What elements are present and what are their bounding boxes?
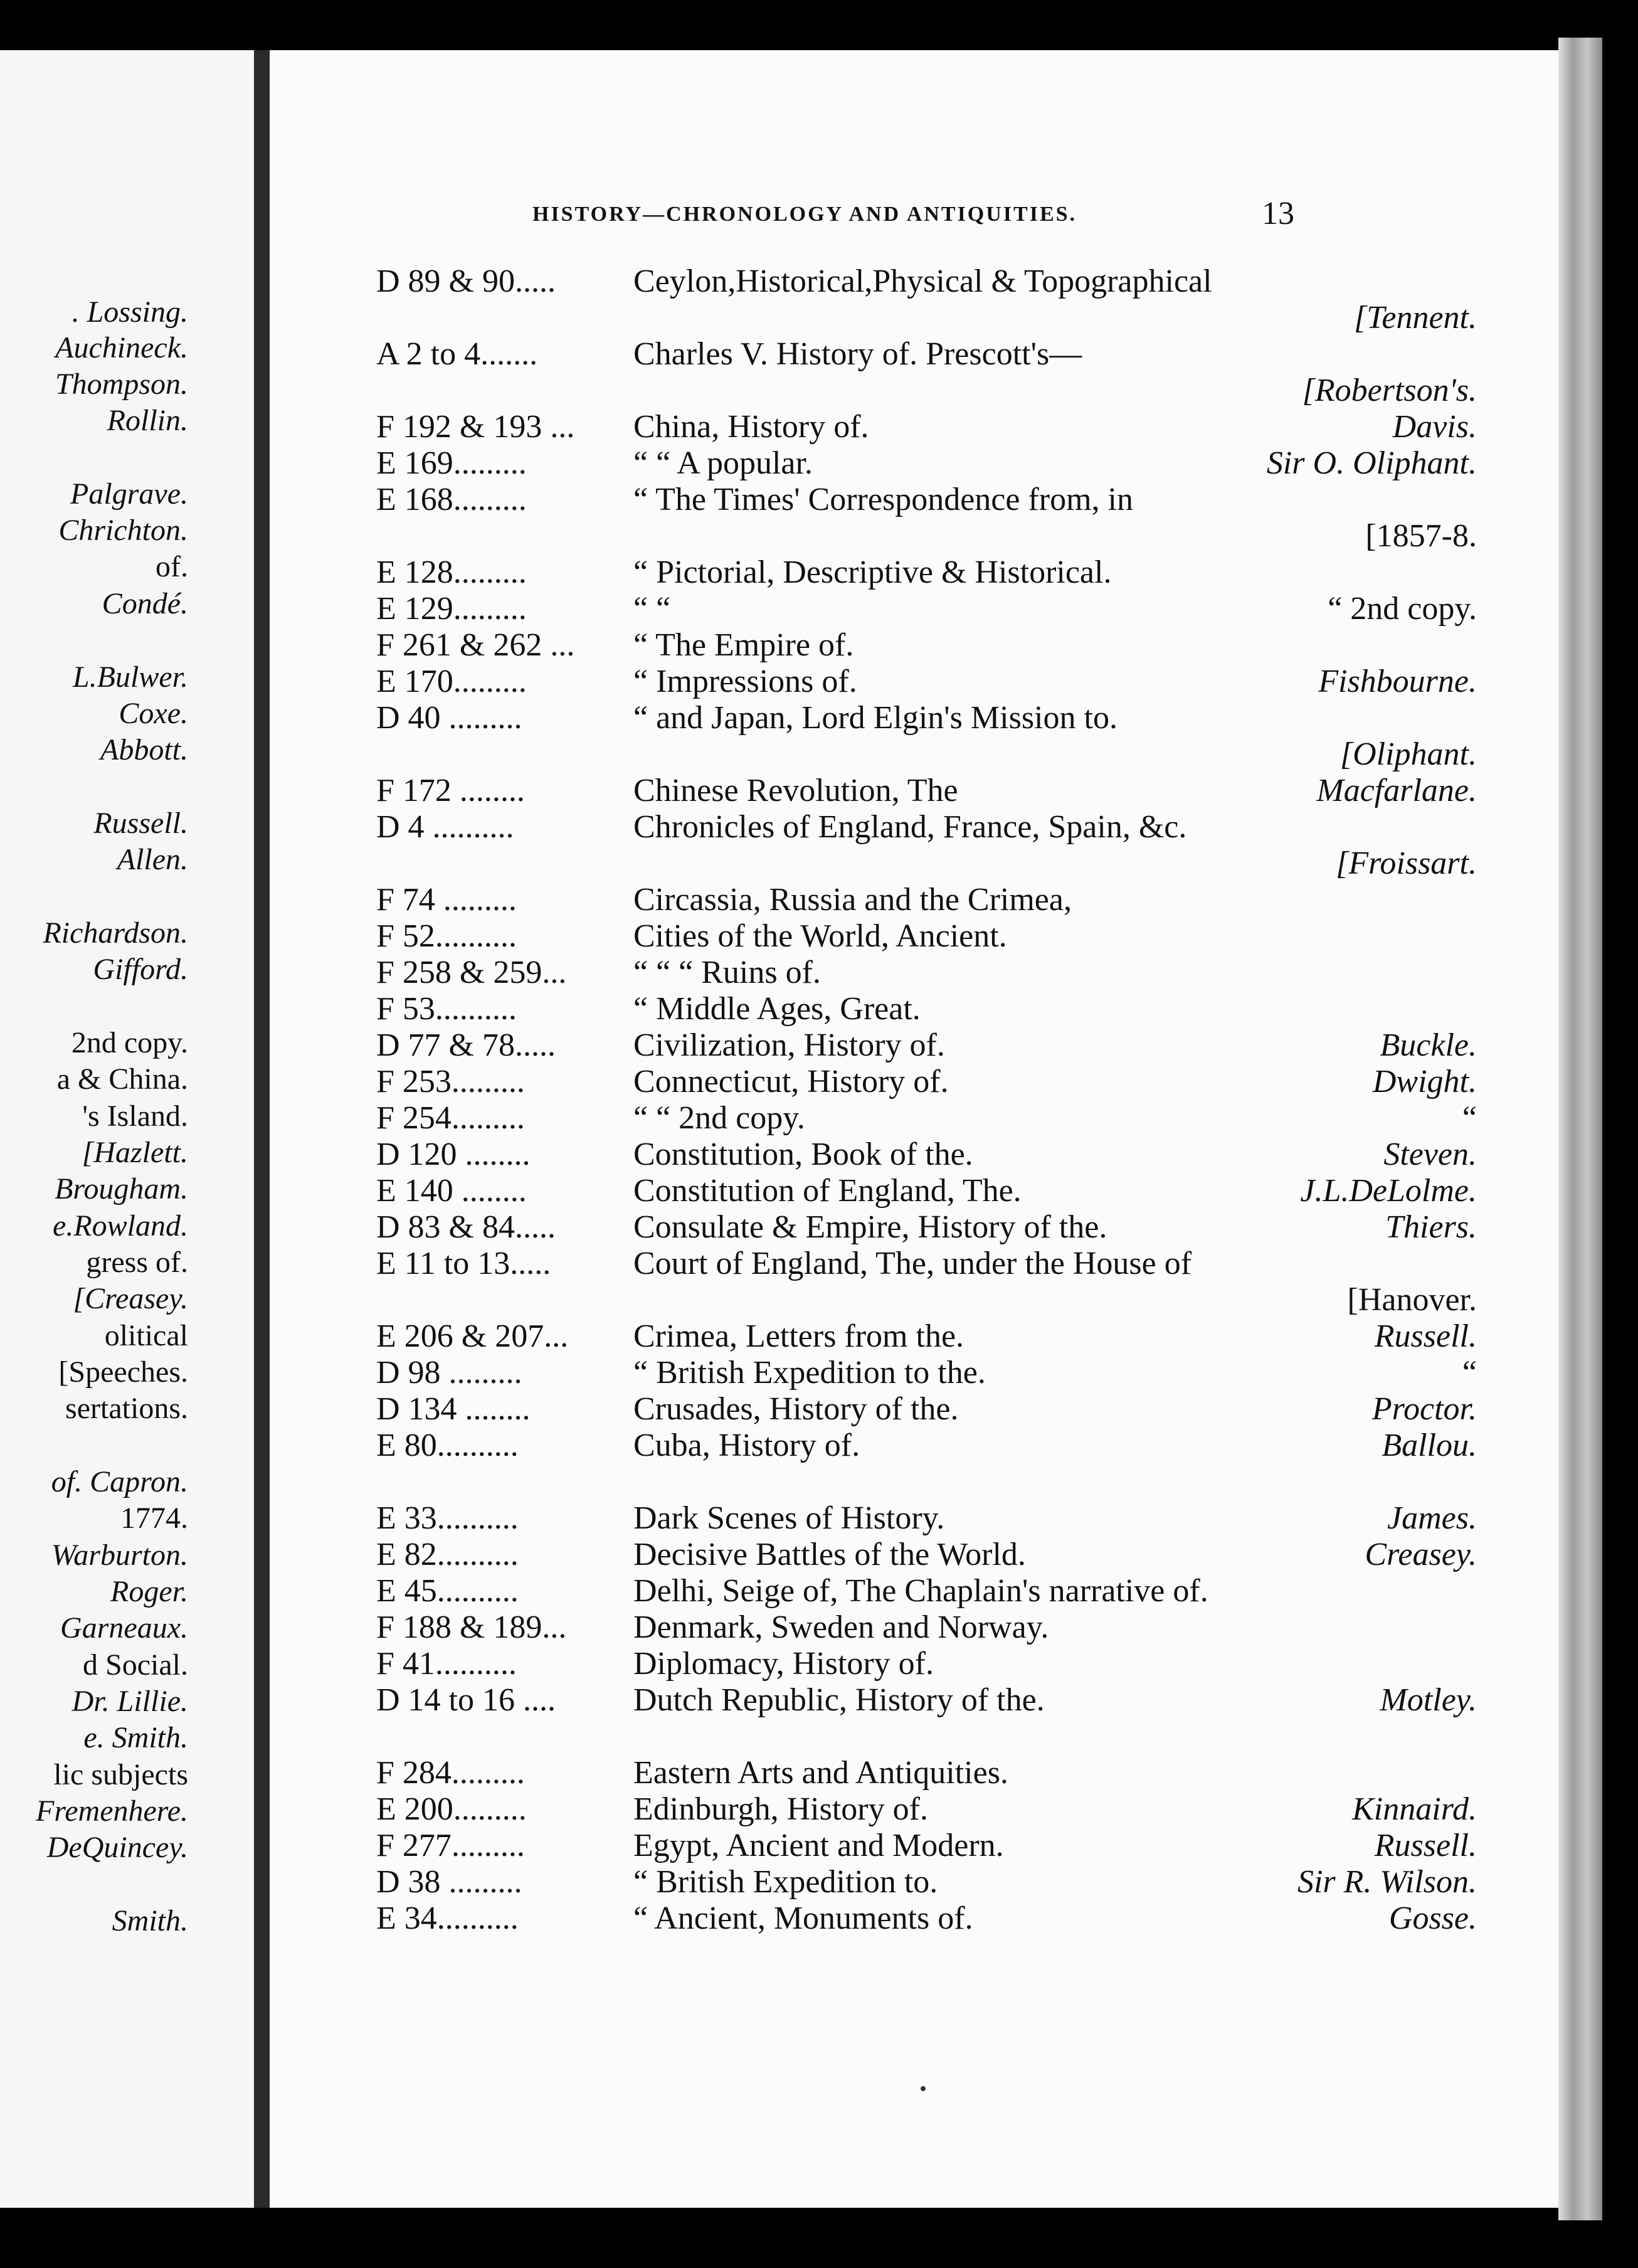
shelf-mark: D 98 ......... xyxy=(376,1355,522,1391)
catalog-entry xyxy=(270,409,1558,445)
left-page-fragment: [Hazlett. xyxy=(82,1136,188,1169)
catalog-entry xyxy=(270,991,1558,1027)
shelf-mark: E 128......... xyxy=(376,554,527,590)
entry-title: “ “ 2nd copy. xyxy=(633,1100,805,1136)
entry-author: “ xyxy=(1462,1100,1477,1136)
shelf-mark: E 45.......... xyxy=(376,1573,519,1609)
left-page-fragment: e.Rowland. xyxy=(53,1209,188,1243)
catalog-entry xyxy=(270,1355,1558,1391)
catalog-entry xyxy=(270,336,1558,373)
shelf-mark: E 206 & 207... xyxy=(376,1318,569,1354)
shelf-mark: D 120 ........ xyxy=(376,1137,531,1172)
catalog-entry xyxy=(270,1609,1558,1646)
left-page-fragment: Dr. Lillie. xyxy=(71,1685,188,1718)
shelf-mark: E 80.......... xyxy=(376,1428,519,1463)
left-page-fragment: olitical xyxy=(104,1319,188,1352)
shelf-mark: F 172 ........ xyxy=(376,773,525,808)
entry-title: Circassia, Russia and the Crimea, xyxy=(633,882,1072,918)
entry-title: Civilization, History of. xyxy=(633,1027,945,1063)
catalog-entry xyxy=(270,1027,1558,1064)
left-page-fragment: L.Bulwer. xyxy=(72,660,188,694)
entry-title: Consulate & Empire, History of the. xyxy=(633,1209,1107,1245)
running-head: HISTORY—CHRONOLOGY AND ANTIQUITIES. xyxy=(532,203,1077,226)
catalog-entry xyxy=(270,1864,1558,1900)
left-page-fragment: Warburton. xyxy=(51,1539,188,1572)
left-page-fragment: Abbott. xyxy=(100,733,188,766)
catalog-entry xyxy=(270,1646,1558,1682)
shelf-mark: A 2 to 4....... xyxy=(376,336,538,372)
entry-title: Dutch Republic, History of the. xyxy=(633,1682,1045,1718)
shelf-mark: E 169......... xyxy=(376,445,527,481)
catalog-entry xyxy=(270,700,1558,736)
catalog-entry xyxy=(270,482,1558,518)
shelf-mark: F 277......... xyxy=(376,1828,525,1863)
entry-title: “ Ancient, Monuments of. xyxy=(633,1900,973,1936)
shelf-mark: F 258 & 259... xyxy=(376,955,567,990)
entry-title: Decisive Battles of the World. xyxy=(633,1537,1026,1572)
entry-title: Charles V. History of. Prescott's— xyxy=(633,336,1082,372)
entry-title: China, History of. xyxy=(633,409,869,445)
shelf-mark: D 89 & 90..... xyxy=(376,263,556,299)
catalog-entry xyxy=(270,1900,1558,1937)
left-page-fragment: Auchineck. xyxy=(55,331,188,364)
entry-author: Proctor. xyxy=(1371,1391,1477,1427)
entry-title: Crimea, Letters from the. xyxy=(633,1318,964,1354)
entry-title: “ Middle Ages, Great. xyxy=(633,991,921,1027)
catalog-entry xyxy=(270,1428,1558,1464)
shelf-mark: E 11 to 13..... xyxy=(376,1246,551,1281)
entry-author: “ 2nd copy. xyxy=(1328,591,1477,627)
catalog-entry xyxy=(270,1755,1558,1791)
entry-continuation: [Tennent. xyxy=(1354,300,1477,336)
left-page-fragment: DeQuincey. xyxy=(46,1831,188,1864)
shelf-mark: E 168......... xyxy=(376,482,527,517)
catalog-entry xyxy=(270,955,1558,991)
entry-author: Fishbourne. xyxy=(1318,664,1477,699)
shelf-mark: D 83 & 84..... xyxy=(376,1209,556,1245)
shelf-mark: D 77 & 78..... xyxy=(376,1027,556,1063)
catalog-entry xyxy=(270,1500,1558,1537)
left-page-fragment: of. xyxy=(156,550,188,583)
page-number: 13 xyxy=(1262,196,1294,231)
left-page-fragment: Allen. xyxy=(117,843,188,876)
entry-title: “ British Expedition to the. xyxy=(633,1355,986,1391)
entry-author: Macfarlane. xyxy=(1316,773,1477,808)
entry-continuation: [1857-8. xyxy=(1365,518,1477,554)
entry-author: Sir O. Oliphant. xyxy=(1266,445,1477,481)
left-page-fragment: a & China. xyxy=(56,1062,188,1096)
entry-title: Constitution of England, The. xyxy=(633,1173,1022,1209)
shelf-mark: D 38 ......... xyxy=(376,1864,522,1900)
entry-continuation: [Robertson's. xyxy=(1302,373,1477,408)
catalog-entry xyxy=(270,1246,1558,1282)
shelf-mark: F 192 & 193 ... xyxy=(376,409,575,445)
entry-author: Kinnaird. xyxy=(1352,1791,1477,1827)
entry-continuation: [Froissart. xyxy=(1336,845,1477,881)
entry-author: Thiers. xyxy=(1385,1209,1477,1245)
catalog-entry xyxy=(270,1064,1558,1100)
entry-title: “ “ xyxy=(633,591,671,627)
entry-title: Chinese Revolution, The xyxy=(633,773,958,808)
left-page-fragments xyxy=(0,50,188,2208)
catalog-entry xyxy=(270,1173,1558,1209)
left-page-fragment: Smith. xyxy=(112,1904,188,1937)
page-header xyxy=(270,196,1558,240)
catalog-entry xyxy=(270,1209,1558,1246)
left-page-fragment: Russell. xyxy=(93,807,188,840)
page-edge xyxy=(1558,38,1602,2220)
catalog-entry xyxy=(270,554,1558,591)
shelf-mark: F 254......... xyxy=(376,1100,525,1136)
left-page-fragment: Coxe. xyxy=(119,697,188,730)
catalog-entry xyxy=(270,1318,1558,1355)
left-page-fragment: . Lossing. xyxy=(71,295,188,329)
left-page-fragment: Brougham. xyxy=(55,1172,188,1206)
entry-title: Edinburgh, History of. xyxy=(633,1791,928,1827)
entry-author: Davis. xyxy=(1392,409,1477,445)
left-page-fragment: sertations. xyxy=(65,1392,188,1425)
left-page-fragment: Thompson. xyxy=(55,368,188,401)
entry-continuation: [Oliphant. xyxy=(1339,736,1477,772)
entry-title: Diplomacy, History of. xyxy=(633,1646,934,1682)
shelf-mark: E 33.......... xyxy=(376,1500,519,1536)
right-page xyxy=(270,50,1558,2208)
left-page-fragment: 2nd copy. xyxy=(71,1026,188,1059)
entry-title: Eastern Arts and Antiquities. xyxy=(633,1755,1008,1791)
entry-author: Gosse. xyxy=(1388,1900,1477,1936)
entry-title: Cuba, History of. xyxy=(633,1428,860,1463)
left-page-fragment: 's Island. xyxy=(82,1100,188,1133)
entry-author: Steven. xyxy=(1383,1137,1477,1172)
catalog-entry xyxy=(270,445,1558,482)
shelf-mark: F 53.......... xyxy=(376,991,517,1027)
shelf-mark: F 74 ......... xyxy=(376,882,517,918)
catalog-entry xyxy=(270,1791,1558,1828)
left-page-fragment: lic subjects xyxy=(53,1758,188,1791)
book-gutter xyxy=(254,50,270,2208)
catalog-entry xyxy=(270,882,1558,918)
entry-author: Sir R. Wilson. xyxy=(1297,1864,1477,1900)
left-page-fragment: Garneaux. xyxy=(60,1611,188,1645)
catalog-entry xyxy=(270,773,1558,809)
entry-title: “ The Times' Correspondence from, in xyxy=(633,482,1133,517)
entry-author: “ xyxy=(1462,1355,1477,1391)
shelf-mark: E 82.......... xyxy=(376,1537,519,1572)
entry-continuation: [Hanover. xyxy=(1347,1282,1477,1318)
shelf-mark: E 200......... xyxy=(376,1791,527,1827)
entry-title: “ Impressions of. xyxy=(633,664,857,699)
catalog-entry xyxy=(270,1137,1558,1173)
shelf-mark: F 52.......... xyxy=(376,918,517,954)
entry-title: Egypt, Ancient and Modern. xyxy=(633,1828,1004,1863)
entry-author: Ballou. xyxy=(1382,1428,1477,1463)
entry-title: Connecticut, History of. xyxy=(633,1064,949,1100)
left-page-fragment: Richardson. xyxy=(43,916,188,950)
shelf-mark: F 261 & 262 ... xyxy=(376,627,575,663)
entry-author: J.L.DeLolme. xyxy=(1300,1173,1477,1209)
shelf-mark: D 14 to 16 .... xyxy=(376,1682,556,1718)
shelf-mark: D 40 ......... xyxy=(376,700,522,736)
shelf-mark: F 188 & 189... xyxy=(376,1609,567,1645)
left-page-fragment: Gifford. xyxy=(93,953,188,986)
catalog-entry xyxy=(270,1828,1558,1864)
shelf-mark: E 129......... xyxy=(376,591,527,627)
catalog-entry xyxy=(270,591,1558,627)
entry-title: Chronicles of England, France, Spain, &c. xyxy=(633,809,1187,845)
ink-speck xyxy=(921,2086,926,2091)
entry-author: James. xyxy=(1387,1500,1477,1536)
entry-title: Court of England, The, under the House of xyxy=(633,1246,1192,1281)
shelf-mark: F 253......... xyxy=(376,1064,525,1100)
left-page-fragment: of. Capron. xyxy=(51,1465,188,1498)
left-page-fragment: gress of. xyxy=(86,1246,188,1279)
shelf-mark: F 284......... xyxy=(376,1755,525,1791)
entry-title: Constitution, Book of the. xyxy=(633,1137,973,1172)
entry-title: Denmark, Sweden and Norway. xyxy=(633,1609,1049,1645)
entry-author: Russell. xyxy=(1374,1318,1477,1354)
left-page-fragment: Condé. xyxy=(102,587,188,620)
shelf-mark: D 134 ........ xyxy=(376,1391,531,1427)
left-page-fragment: Fremenhere. xyxy=(36,1794,188,1828)
left-page-fragment: [Speeches. xyxy=(58,1355,188,1389)
catalog-entry xyxy=(270,809,1558,845)
entry-author: Russell. xyxy=(1374,1828,1477,1863)
catalog-entry xyxy=(270,918,1558,955)
shelf-mark: E 140 ........ xyxy=(376,1173,527,1209)
entry-title: “ “ A popular. xyxy=(633,445,813,481)
shelf-mark: F 41.......... xyxy=(376,1646,517,1682)
left-page-fragment: Chrichton. xyxy=(58,514,188,547)
entry-title: “ and Japan, Lord Elgin's Mission to. xyxy=(633,700,1118,736)
entry-author: Motley. xyxy=(1380,1682,1477,1718)
catalog-entry xyxy=(270,1573,1558,1609)
entry-title: Delhi, Seige of, The Chaplain's narrative of. xyxy=(633,1573,1208,1609)
shelf-mark: E 34.......... xyxy=(376,1900,519,1936)
entry-author: Dwight. xyxy=(1372,1064,1477,1100)
left-page-fragment: 1774. xyxy=(120,1502,188,1535)
left-page-fragment: Rollin. xyxy=(107,404,188,437)
left-page-fragment: [Creasey. xyxy=(73,1282,188,1315)
entry-author: Buckle. xyxy=(1380,1027,1477,1063)
catalog-entry xyxy=(270,1682,1558,1719)
left-page-fragment: Palgrave. xyxy=(70,477,188,511)
entry-title: Crusades, History of the. xyxy=(633,1391,959,1427)
left-page-fragment: Roger. xyxy=(110,1575,188,1608)
catalog-entry xyxy=(270,1100,1558,1137)
entry-title: “ Pictorial, Descriptive & Historical. xyxy=(633,554,1112,590)
entry-title: Ceylon,Historical,Physical & Topographical xyxy=(633,263,1212,299)
shelf-mark: E 170......... xyxy=(376,664,527,699)
left-page xyxy=(0,50,263,2208)
entry-author: Creasey. xyxy=(1365,1537,1477,1572)
catalog-entry xyxy=(270,627,1558,664)
entry-title: Dark Scenes of History. xyxy=(633,1500,945,1536)
left-page-fragment: e. Smith. xyxy=(83,1721,188,1754)
catalog-entry xyxy=(270,664,1558,700)
entry-title: Cities of the World, Ancient. xyxy=(633,918,1007,954)
left-page-fragment: d Social. xyxy=(83,1648,188,1682)
shelf-mark: D 4 .......... xyxy=(376,809,514,845)
entry-title: “ British Expedition to. xyxy=(633,1864,938,1900)
catalog-entry xyxy=(270,263,1558,300)
entry-title: “ “ “ Ruins of. xyxy=(633,955,821,990)
catalog-entry xyxy=(270,1537,1558,1573)
catalog-entry xyxy=(270,1391,1558,1428)
entry-title: “ The Empire of. xyxy=(633,627,854,663)
